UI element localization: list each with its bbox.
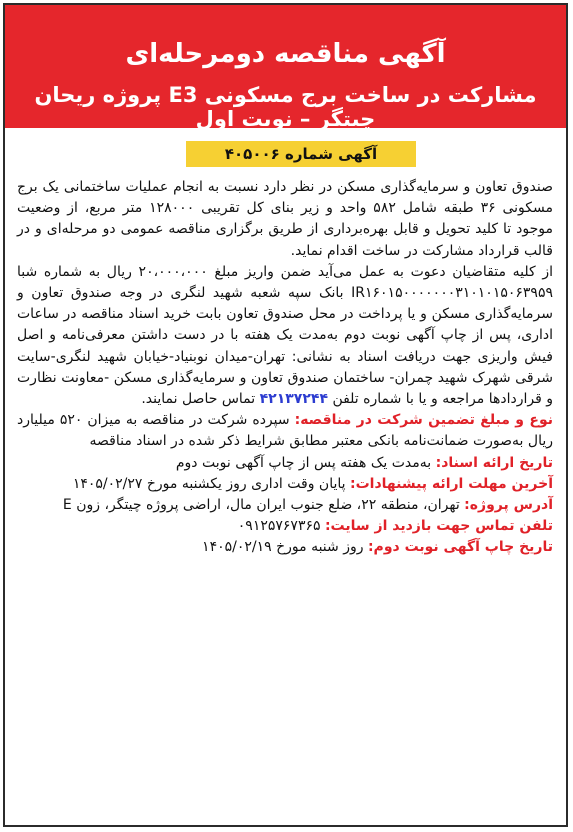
docs-date-text: به‌مدت یک هفته پس از چاپ آگهی نوبت دوم	[175, 454, 432, 471]
intro-paragraph: صندوق تعاون و سرمایه‌گذاری مسکن در نظر دارد نسبت به انجام عملیات ساختمانی یک برج مسکونی ۳۶ طبقه شامل ۵۸۲ واحد و زیر بنای کل تقریبی ۱۲۸۰۰۰ متر مربع، از وضعیت موجود تا کلید تحویل و قابل بهره‌برداری از طریق برگزاری مناقصه عمومی دو مرحله‌ای و در قالب قرارداد مشارکت در ساخت اقدام نماید.	[17, 179, 554, 259]
address-text: تهران، منطقه ۲۲، ضلع جنوب ایران مال، اراضی پروژه چیتگر، زون E	[62, 497, 460, 514]
ad-body	[17, 177, 553, 559]
deadline-text: پایان وقت اداری روز یکشنبه مورخ ۱۴۰۵/۰۲/۲۷	[72, 475, 346, 492]
print-date-label: تاریخ چاپ آگهی نوبت دوم:	[367, 539, 553, 556]
ad-title: آگهی مناقصه دومرحله‌ای	[125, 39, 446, 69]
invitation-paragraph	[17, 262, 553, 410]
docs-date-label: تاریخ ارائه اسناد:	[435, 454, 553, 471]
print-date-line	[17, 537, 553, 558]
visit-phone-label: تلفن تماس جهت بازدید از سایت:	[324, 518, 553, 535]
contact-phone: ۴۲۱۳۷۲۴۴	[259, 391, 328, 408]
guarantee-line	[17, 410, 553, 452]
guarantee-label: نوع و مبلغ تضمین شرکت در مناقصه:	[294, 412, 553, 429]
visit-phone-text: ۰۹۱۲۵۷۶۷۳۶۵	[237, 518, 321, 535]
address-label: آدرس پروژه:	[464, 497, 553, 514]
invitation-closing: تماس حاصل نمایند.	[141, 391, 256, 408]
deadline-line	[17, 474, 553, 495]
address-line	[17, 495, 553, 516]
ad-subtitle: مشارکت در ساخت برج مسکونی E3 پروژه ریحان چیتگر – نوبت اول	[34, 83, 537, 131]
notice-number-badge: آگهی شماره ۴۰۵۰۰۶	[186, 141, 416, 167]
title-banner	[5, 5, 566, 131]
advertisement-frame	[3, 3, 568, 827]
invitation-text: از کلیه متقاضیان دعوت به عمل می‌آید ضمن واریز مبلغ ۲۰،۰۰۰،۰۰۰ ریال به شماره شبا IR۱۶۰۱۵۰۰۰۰۰۰۰۳۱۰۱۰۱۵۰۶۳۹۵۹ بانک سپه شعبه شهید لنگری در وجه صندوق تعاون و سرمایه‌گذاری مسکن و یا پرداخت در محل صندوق تعاون بابت خرید اسناد مناقصه در ساعات اداری، پس از چاپ آگهی نوبت دوم به‌مدت یک هفته با در دست داشتن معرفی‌نامه و اصل فیش واریزی جهت دریافت اسناد به نشانی: تهران-میدان نوبنیاد-خیابان شهید لنگری-سایت شرقی شهرک شهید چمران- ساختمان صندوق تعاون و سرمایه‌گذاری مسکن -معاونت نظارت و قراردادها مراجعه و یا با شماره تلفن	[17, 263, 553, 408]
print-date-text: روز شنبه مورخ ۱۴۰۵/۰۲/۱۹	[202, 539, 364, 556]
deadline-label: آخرین مهلت ارائه پیشنهادات:	[349, 475, 553, 492]
docs-date-line	[17, 453, 553, 474]
visit-phone-line	[17, 516, 553, 537]
guarantee-text: سپرده شرکت در مناقصه به میزان ۵۲۰ میلیارد ریال به‌صورت ضمانت‌نامه بانکی معتبر مطابق شرایط ذکر شده در اسناد مناقصه	[17, 412, 553, 450]
